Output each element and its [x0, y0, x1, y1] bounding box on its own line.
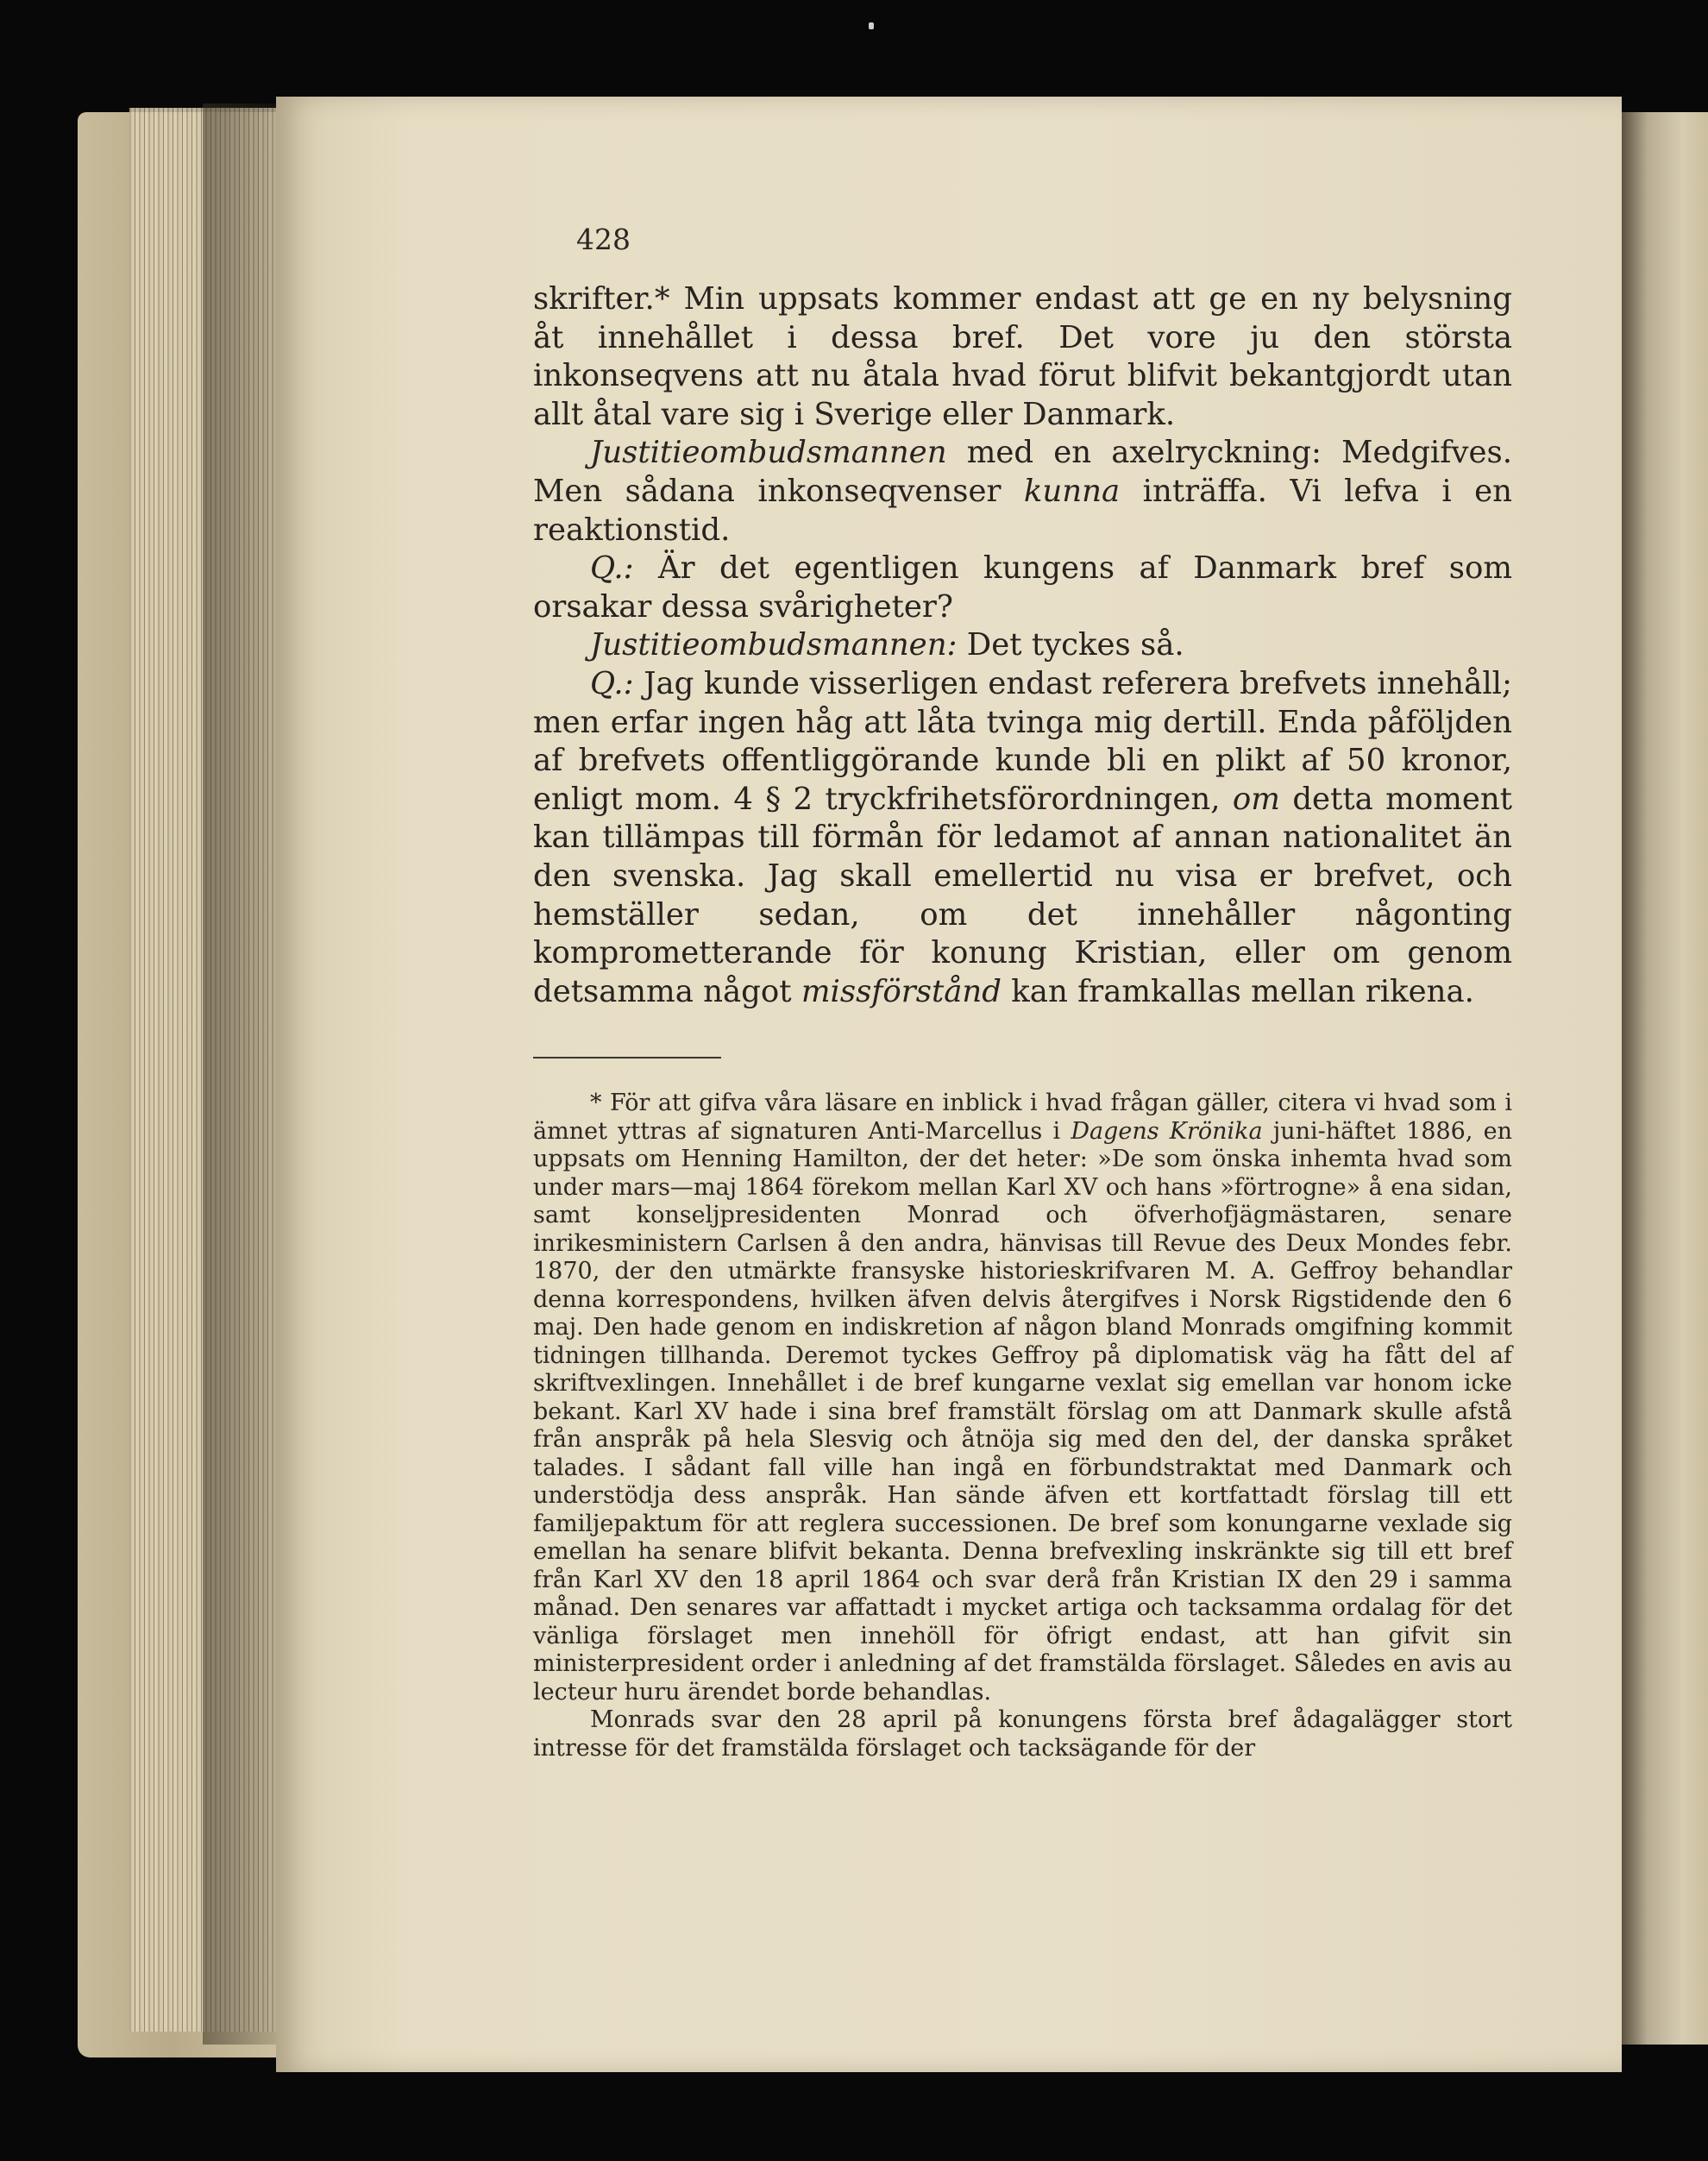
italic-text: Q.:	[590, 550, 634, 587]
text-run: skrifter.* Min uppsats kommer endast att ge en ny belysning åt innehållet i dessa bref. Det vore ju den största inkonseqvens att nu åtala hvad förut blifvit bekantgjordt utan allt åtal vare sig i Sverige eller Danmark.	[533, 281, 1512, 432]
page-number: 428	[576, 223, 631, 256]
footnote-paragraph	[533, 1090, 1512, 1706]
body-paragraph	[533, 280, 1512, 434]
scan-speck	[869, 22, 874, 29]
body-paragraph	[533, 665, 1512, 1011]
body-paragraph	[533, 626, 1512, 665]
text-run: Jag kunde visserligen endast referera brefvets innehåll; men erfar ingen håg att låta tvinga mig dertill. Enda påföljden af brefvets offentliggörande kunde bli en plikt af 50 kronor, enligt mom. 4 § 2 tryckfrihetsförordningen,	[533, 665, 1512, 817]
footnote-paragraph	[533, 1706, 1512, 1762]
text-run: juni-häftet 1886, en uppsats om Henning Hamilton, der det heter: »De som önska inhemta hvad som under mars—maj 1864 förekom mellan Karl XV och hans »förtrogne» å ena sidan, samt konseljpresidenten Monrad och öfverhofjägmästaren, senare inrikesministern Carlsen å den andra, hänvisas till Revue des Deux Mondes febr. 1870, der den utmärkte fransyske historieskrifvaren M. A. Geffroy behandlar denna korrespondens, hvilken äfven delvis återgifves i Norsk Rigstidende den 6 maj. Den hade genom en indiskretion af någon bland Monrads omgifning kommit tidningen tillhanda. Deremot tyckes Geffroy på diplomatisk väg ha fått del af skriftvexlingen. Innehållet i de bref kungarne vexlat sig emellan var honom icke bekant. Karl XV hade i sina bref framstält förslag om att Danmark skulle afstå från anspråk på hela Slesvig och åtnöja sig med den del, der danska språket talades. I sådant fall ville han ingå en förbundstraktat med Danmark och understödja dess anspråk. Han sände äfven ett kortfattadt förslag till ett familjepaktum för att reglera successionen. De bref som konungarne vexlade sig emellan ha senare blifvit bekanta. Denna brefvexling inskränkte sig till ett bref från Karl XV den 18 april 1864 och svar derå från Kristian IX den 29 i samma månad. Den senares var affattadt i mycket artiga och tacksamma ordalag för det vänliga förslaget men innehöll för öfrigt endast, att han gifvit sin ministerpresident order i anledning af det framstälda förslaget. Således en avis au lecteur huru ärendet borde behandlas.	[533, 1117, 1512, 1706]
footnote-block	[533, 1090, 1512, 1762]
main-text	[533, 280, 1512, 1011]
text-run: inträffa. Vi lefva i en reaktionstid.	[533, 473, 1513, 548]
italic-text: Dagens Krönika	[1071, 1117, 1263, 1145]
text-run: * För att gifva våra läsare en inblick i hvad frågan gäller, citera vi hvad som i ämnet yttras af signaturen Anti-Marcellus i	[533, 1090, 1512, 1145]
facing-page-edge	[1622, 112, 1708, 2045]
italic-text: Q.:	[590, 665, 634, 701]
footnote-separator	[533, 1057, 721, 1059]
italic-text: om	[1232, 781, 1280, 817]
italic-text: missförstånd	[801, 973, 1002, 1009]
italic-text: Justitieombudsmannen	[590, 435, 947, 471]
text-run: detta moment kan tillämpas till förmån för ledamot af annan nationalitet än den svenska. Jag skall emellertid nu visa er brefvet, och hemställer sedan, om det innehåller någonting komprometterande för konung Kristian, eller om genom detsamma något	[533, 781, 1512, 1009]
body-paragraph	[533, 434, 1512, 550]
body-paragraph	[533, 550, 1512, 626]
text-run: Monrads svar den 28 april på konungens första bref ådagalägger stort intresse för det framstälda förslaget och tacksägande för der	[533, 1706, 1512, 1762]
text-run: med en axelryckning: Medgifves. Men sådana inkonseqvenser	[533, 435, 1512, 509]
italic-text: Justitieombudsmannen:	[590, 627, 958, 663]
text-run: Det tyckes så.	[957, 627, 1184, 663]
italic-text: kunna	[1023, 473, 1121, 509]
text-run: kan framkallas mellan rikena.	[1002, 973, 1474, 1009]
text-run: Är det egentligen kungens af Danmark bref som orsakar dessa svårigheter?	[533, 550, 1512, 625]
